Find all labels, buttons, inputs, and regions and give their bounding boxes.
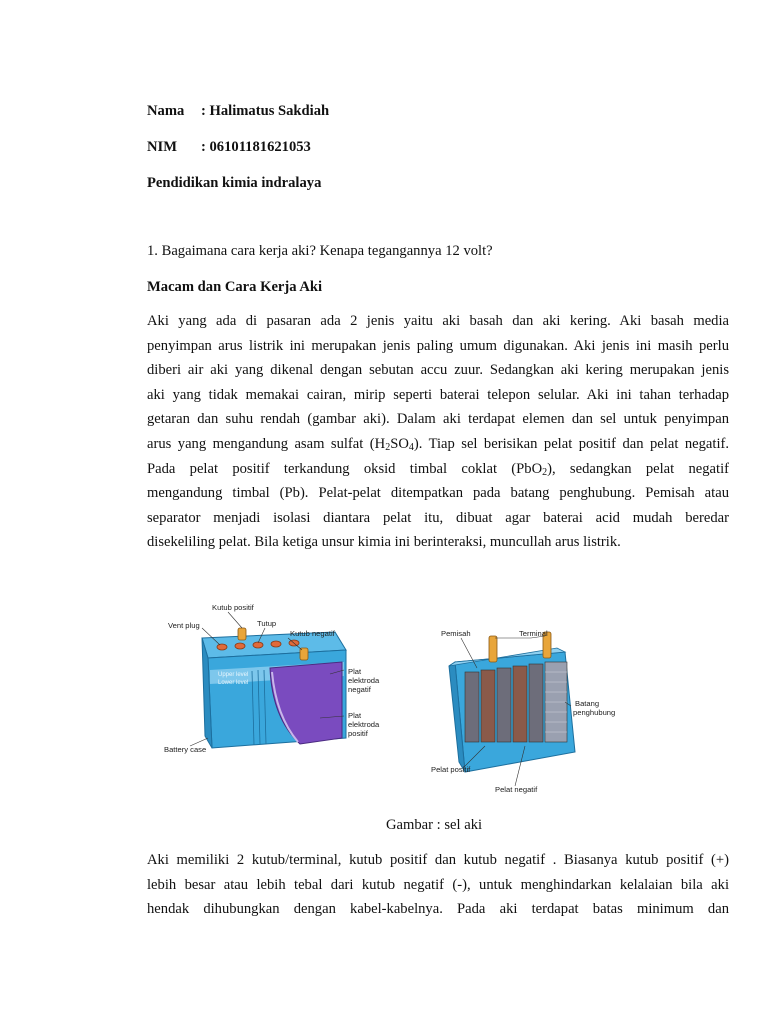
terminal-positive [238, 628, 246, 640]
label-vent-plug: Vent plug [168, 621, 200, 630]
paragraph-2-line: lebih besar atau lebih tebal dari kutub negatif (-), untuk menghindarkan kelalaian bila aki [147, 876, 729, 893]
label-plat-positif-2: elektroda [348, 720, 380, 729]
label-battery-case: Battery case [164, 745, 207, 754]
paragraph-1-line: Pada pelat positif terkandung oksid timbal coklat (PbO$_2$), sedangkan pelat negatif [147, 460, 729, 478]
label-pelat-negatif: Pelat negatif [495, 785, 538, 794]
figure-caption: Gambar : sel aki [386, 817, 483, 833]
label-batang-2: penghubung [573, 708, 616, 717]
nim-label: NIM [147, 139, 177, 155]
paragraph-1-line: separator menjadi isolasi diantara pelat itu, dibuat agar baterai acid mudah beredar [147, 509, 729, 526]
cell-terminal-1 [489, 636, 497, 662]
label-batang-1: Batang [575, 699, 600, 708]
program-name: Pendidikan kimia indralaya [147, 175, 322, 191]
battery-diagram-left [160, 598, 390, 763]
paragraph-1-line: Aki yang ada di pasaran ada 2 jenis yaitu aki basah dan aki kering. Aki basah media [147, 313, 729, 329]
paragraph-1-line: getaran dan suhu rendah (gambar aki). Dalam aki terdapat elemen dan sel untuk penyimpan [147, 411, 729, 428]
paragraph-1-line: aki yang tidak memakai cairan, mirip seperti baterai telepon selular. Aki ini tahan terhadap [147, 386, 729, 403]
paragraph-1-line: diberi air aki yang dikenal dengan sebutan accu zuur. Sedangkan aki kering merupakan jenis [147, 362, 729, 379]
label-upper-level: Upper level [218, 672, 249, 678]
paragraph-1 [147, 309, 729, 555]
paragraph-2-line: hendak dihubungkan dengan kabel-kabelnya. Pada aki terdapat batas minimum dan [147, 901, 729, 918]
nama-value: : Halimatus Sakdiah [201, 103, 330, 119]
label-plat-positif-3: positif [348, 729, 368, 738]
paragraph-1-line: mengandung timbal (Pb). Pelat-pelat ditempatkan pada batang penghubung. Pemisah atau [147, 485, 729, 502]
paragraph-1-line: penyimpan arus listrik ini merupakan jenis paling umum digunakan. Aki jenis ini masih perlu [147, 337, 729, 354]
paragraph-1-line: arus yang mengandung asam sulfat $(H_2SO_4)$. Tiap sel berisikan pelat positif dan pelat negatif. [147, 435, 730, 453]
label-terminal: Terminal [519, 629, 548, 638]
nim-value: : 06101181621053 [201, 139, 311, 155]
label-pemisah: Pemisah [441, 629, 471, 638]
question-text: 1. Bagaimana cara kerja aki? Kenapa tegangannya 12 volt? [147, 243, 493, 259]
terminal-negative [300, 648, 308, 660]
paragraph-2 [147, 848, 729, 922]
label-lower-level: Lower level [218, 680, 249, 686]
battery-diagram-right [425, 622, 635, 800]
label-kutub-negatif: Kutub negatif [290, 629, 335, 638]
label-kutub-positif: Kutub positif [212, 603, 254, 612]
section-title: Macam dan Cara Kerja Aki [147, 279, 323, 295]
label-plat-negatif-2: elektroda [348, 676, 380, 685]
paragraph-2-line: Aki memiliki 2 kutub/terminal, kutub positif dan kutub negatif . Biasanya kutub positif (+) [147, 852, 729, 868]
label-plat-negatif-3: negatif [348, 685, 371, 694]
label-plat-positif-1: Plat [348, 711, 362, 720]
label-tutup: Tutup [257, 619, 277, 628]
paragraph-1-line: disekeliling pelat. Bila ketiga unsur kimia ini berinteraksi, muncullah arus listrik. [147, 534, 621, 551]
label-plat-negatif-1: Plat [348, 667, 362, 676]
nama-label: Nama [147, 103, 185, 119]
label-pelat-positif: Pelat positif [431, 765, 471, 774]
